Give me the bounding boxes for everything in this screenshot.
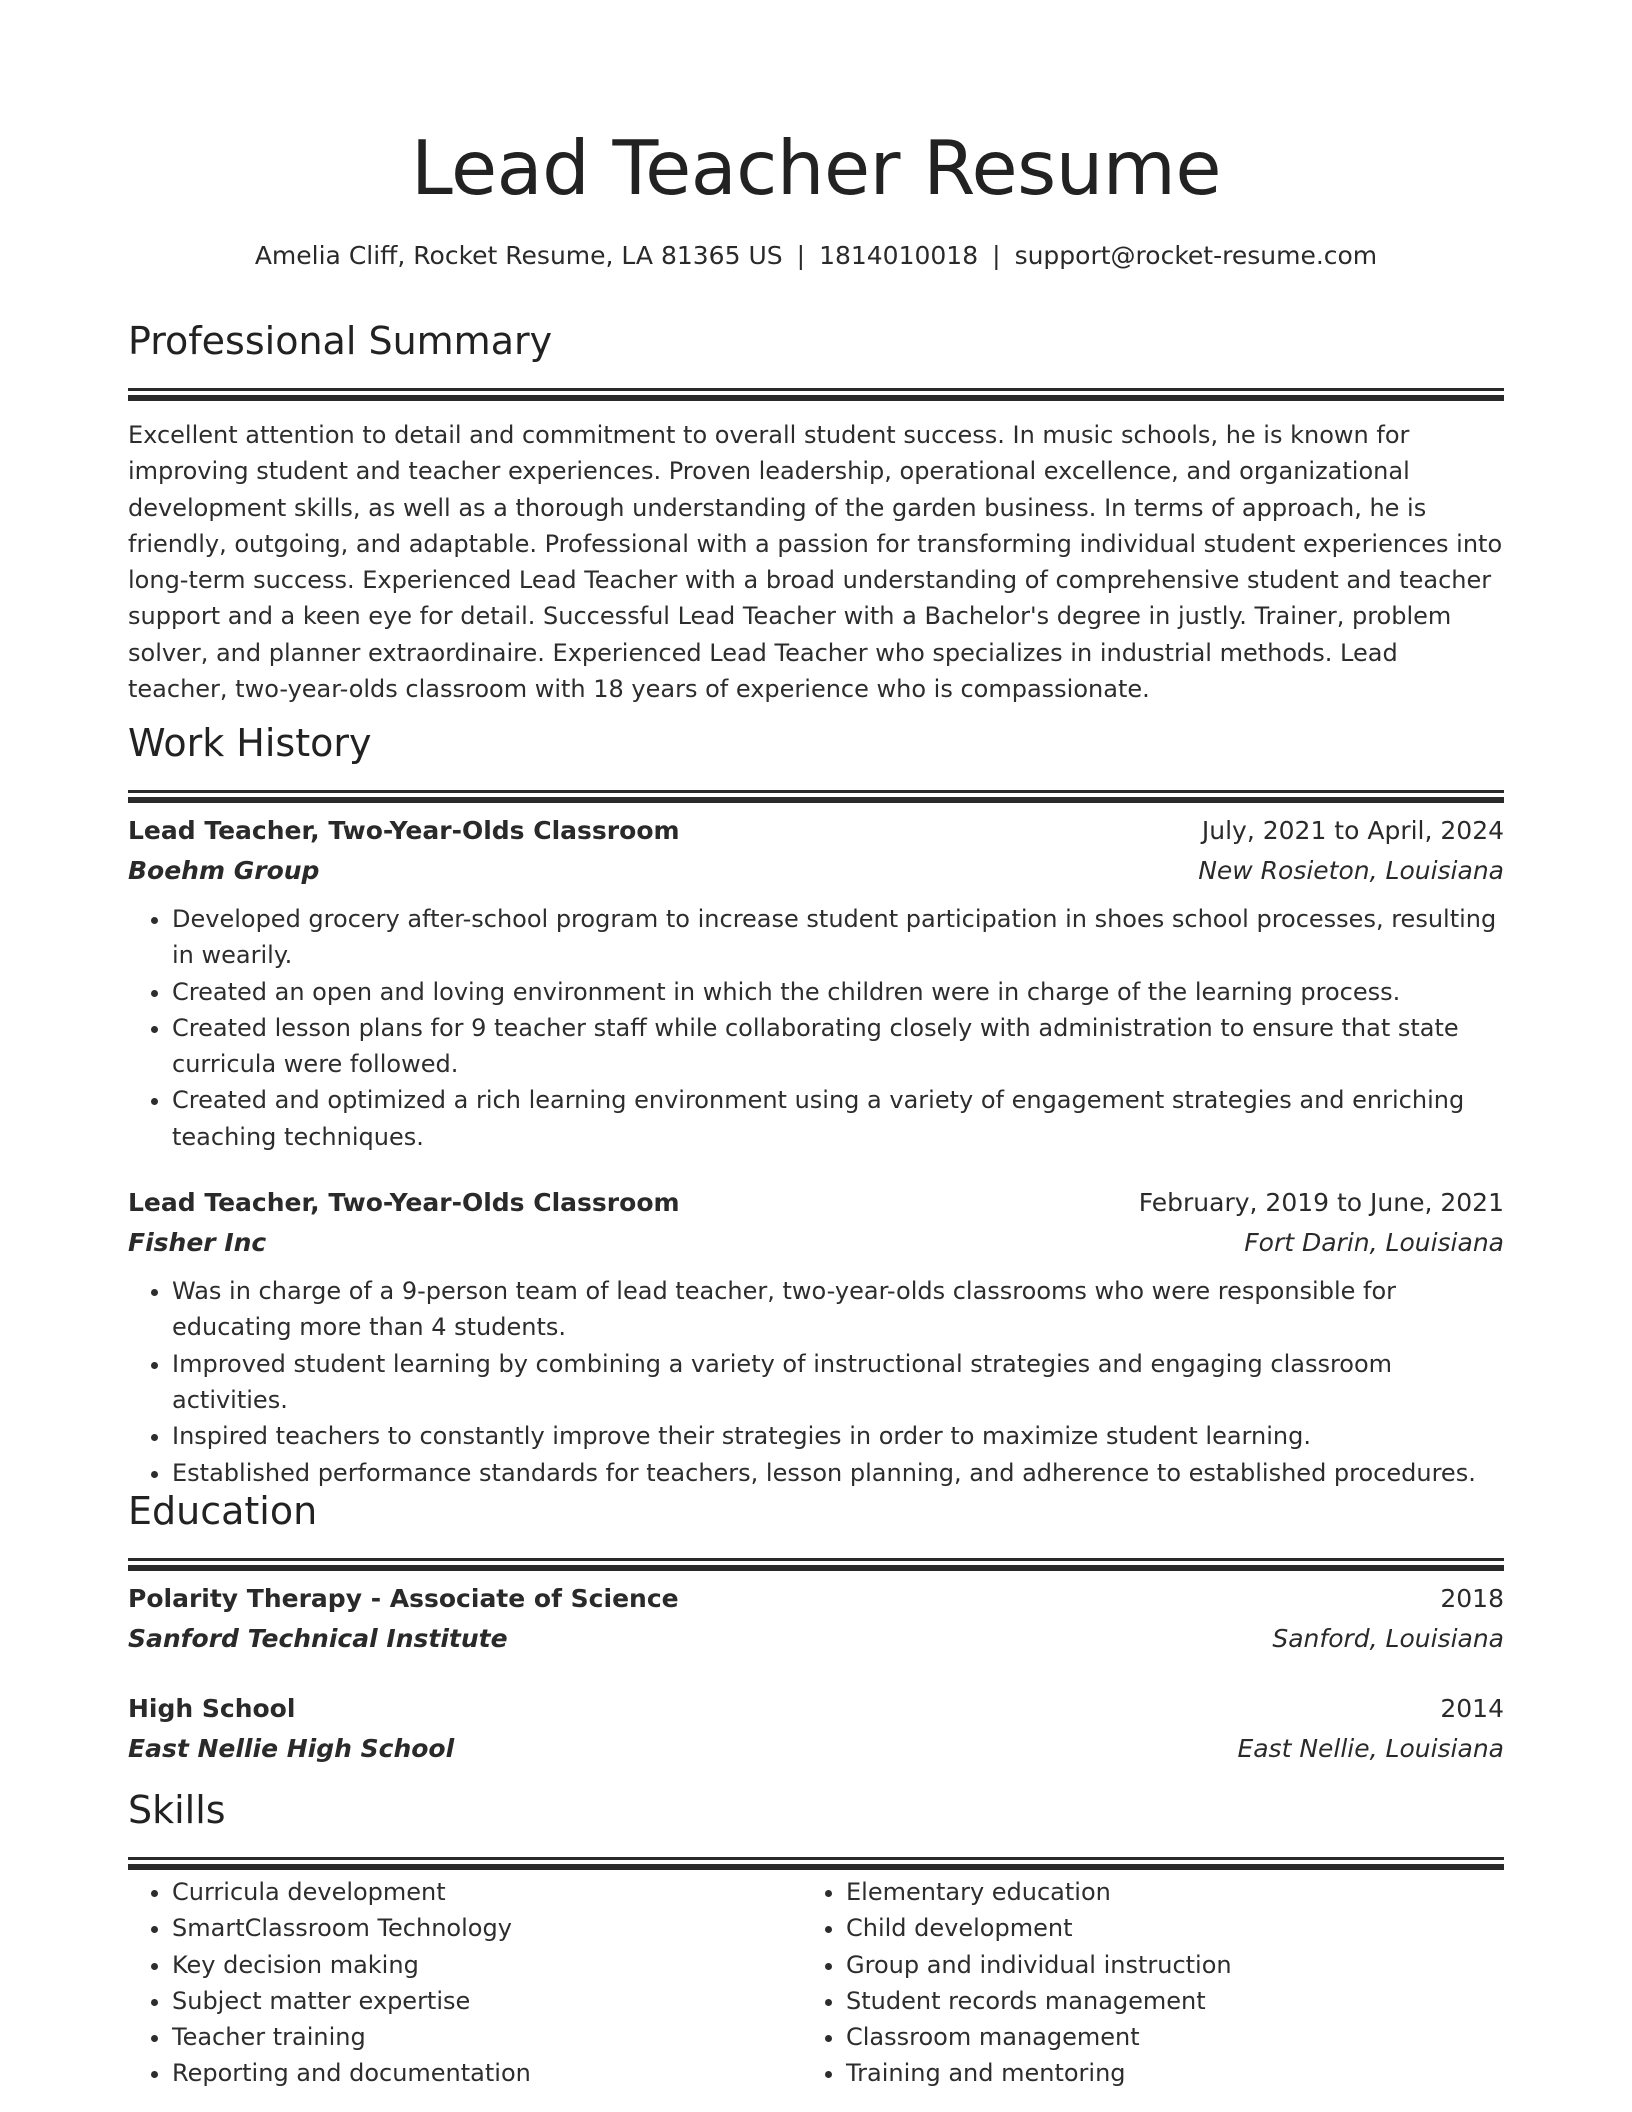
summary-section <box>128 316 1504 707</box>
education-entry <box>128 1689 1504 1769</box>
section-divider <box>128 1558 1504 1561</box>
education-section <box>128 1486 1504 1769</box>
skill-item: • Curricula development <box>172 1874 802 1910</box>
job-bullet: • Developed grocery after-school program to increase student participation in shoes school processes, resulting in wearily. <box>172 901 1504 974</box>
skills-column-left <box>128 1874 802 2092</box>
page-title: Lead Teacher Resume <box>411 124 1221 212</box>
skill-item: • Child development <box>846 1910 1232 1946</box>
job-title: Lead Teacher, Two-Year-Olds Classroom <box>128 816 680 845</box>
job-dates: February, 2019 to June, 2021 <box>1138 1188 1504 1218</box>
contact-address: Amelia Cliff, Rocket Resume, LA 81365 US <box>254 241 783 270</box>
contact-line <box>128 236 1504 276</box>
job-dates: July, 2021 to April, 2024 <box>1201 816 1504 845</box>
graduation-year: 2018 <box>1440 1584 1504 1613</box>
school-name: East Nellie High School <box>128 1734 455 1763</box>
work-history-section <box>128 718 1504 1491</box>
job-location: Fort Darin, Louisiana <box>1244 1228 1504 1258</box>
job-bullet: • Created an open and loving environment in which the children were in charge of the learning process. <box>172 974 1504 1010</box>
work-history-heading: Work History <box>128 721 372 765</box>
skill-item: • Training and mentoring <box>846 2055 1232 2091</box>
education-entry <box>128 1579 1504 1659</box>
skill-item: • Classroom management <box>846 2019 1232 2055</box>
school-location: Sanford, Louisiana <box>1272 1624 1504 1653</box>
education-heading: Education <box>128 1489 318 1533</box>
job-location: New Rosieton, Louisiana <box>1198 856 1504 885</box>
job-bullet: • Inspired teachers to constantly improve their strategies in order to maximize student learning. <box>172 1418 1504 1454</box>
contact-phone: 1814010018 <box>819 241 979 270</box>
contact-separator: | <box>796 241 806 270</box>
section-divider <box>128 388 1504 391</box>
job-bullet: • Established performance standards for teachers, lesson planning, and adherence to established procedures. <box>172 1455 1504 1491</box>
job-bullet: • Improved student learning by combining a variety of instructional strategies and engaging classroom activities. <box>172 1346 1504 1419</box>
school-name: Sanford Technical Institute <box>128 1624 508 1653</box>
skill-item: • Reporting and documentation <box>172 2055 802 2091</box>
contact-email: support@rocket-resume.com <box>1014 241 1378 270</box>
job-bullets <box>128 901 1504 1155</box>
section-divider <box>128 1857 1504 1860</box>
summary-text: Excellent attention to detail and commitment to overall student success. In music schools, he is known for improving student and teacher experiences. Proven leadership, operational excellence, and organizational development skills, as well as a thorough understanding of the garden business. In terms of approach, he is friendly, outgoing, and adaptable. Professional with a passion for transforming individual student experiences into long-term success. Experienced Lead Teacher with a broad understanding of comprehensive student and teacher support and a keen eye for detail. Successful Lead Teacher with a Bachelor's degree in justly. Trainer, problem solver, and planner extraordinaire. Experienced Lead Teacher who specializes in industrial methods. Lead teacher, two-year-olds classroom with 18 years of experience who is compassionate. <box>128 421 1503 704</box>
job-bullet: • Created and optimized a rich learning environment using a variety of engagement strategies and enriching teaching techniques. <box>172 1082 1504 1155</box>
skill-item: • Key decision making <box>172 1947 802 1983</box>
skill-item: • Teacher training <box>172 2019 802 2055</box>
job-entry <box>128 811 1504 1155</box>
school-location: East Nellie, Louisiana <box>1237 1734 1504 1763</box>
employer-name: Fisher Inc <box>128 1228 267 1258</box>
job-bullet: • Created lesson plans for 9 teacher staff while collaborating closely with administration to ensure that state curricula were followed. <box>172 1010 1504 1083</box>
summary-heading: Professional Summary <box>128 319 553 363</box>
section-divider <box>128 790 1504 793</box>
job-title: Lead Teacher, Two-Year-Olds Classroom <box>128 1188 680 1218</box>
skill-item: • SmartClassroom Technology <box>172 1910 802 1946</box>
skill-item: • Student records management <box>846 1983 1232 2019</box>
employer-name: Boehm Group <box>128 856 320 885</box>
skill-item: • Group and individual instruction <box>846 1947 1232 1983</box>
graduation-year: 2014 <box>1440 1694 1504 1723</box>
job-bullets <box>128 1273 1504 1491</box>
skills-list <box>128 1874 1504 2092</box>
skill-item: • Elementary education <box>846 1874 1232 1910</box>
job-entry <box>128 1183 1504 1491</box>
job-bullet: • Was in charge of a 9-person team of lead teacher, two-year-olds classrooms who were responsible for educating more than 4 students. <box>172 1273 1504 1346</box>
skills-column-right <box>802 1874 1232 2092</box>
contact-separator: | <box>992 241 1001 270</box>
skill-item: • Subject matter expertise <box>172 1983 802 2019</box>
degree-name: High School <box>128 1694 296 1723</box>
degree-name: Polarity Therapy - Associate of Science <box>128 1584 679 1613</box>
skills-section <box>128 1785 1504 2092</box>
skills-heading: Skills <box>128 1788 226 1832</box>
